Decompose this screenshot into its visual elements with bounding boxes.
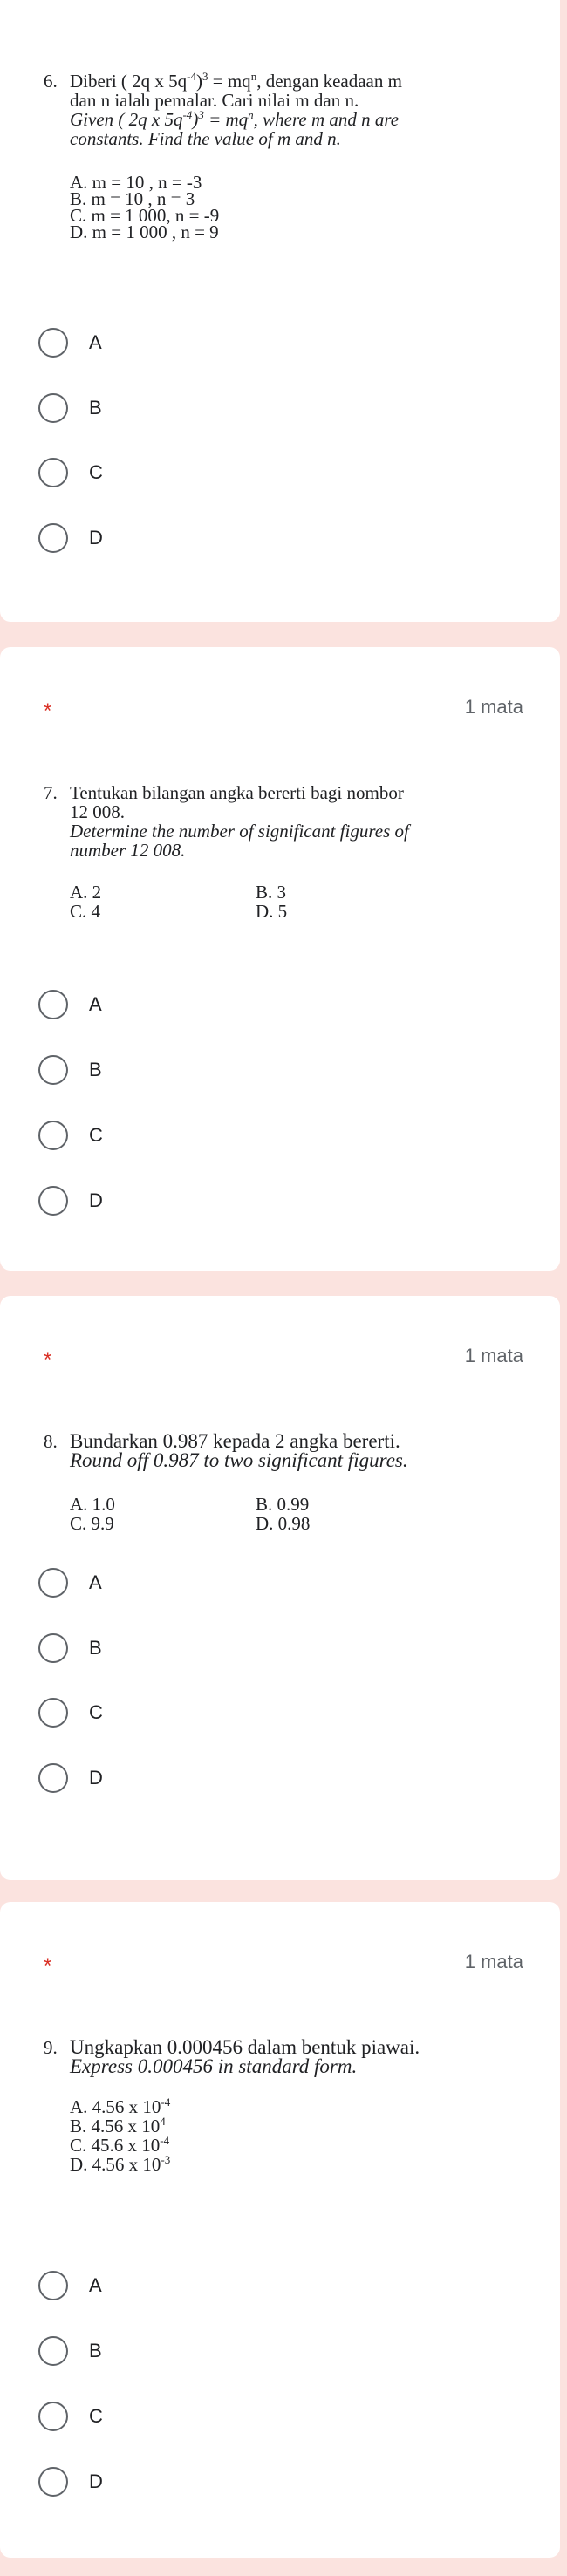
option-text: B. 3 — [256, 882, 287, 903]
question-number: 7. — [44, 782, 58, 803]
choice-label: A — [89, 993, 102, 1015]
radio-button[interactable] — [38, 1121, 68, 1150]
choice-label: A — [89, 1571, 102, 1593]
question-options — [70, 172, 525, 242]
points-label: 1 mata — [464, 1345, 523, 1366]
required-asterisk: * — [44, 699, 52, 723]
radio-button[interactable] — [38, 1568, 68, 1598]
choice-label: C — [89, 1124, 103, 1146]
question-text-malay: Bundarkan 0.987 kepada 2 angka bererti. — [70, 1430, 400, 1452]
radio-button[interactable] — [38, 523, 68, 553]
choice-a[interactable] — [38, 325, 102, 360]
option-text: A. 1.0 — [70, 1494, 115, 1515]
choice-label: B — [89, 1637, 102, 1659]
choice-label: B — [89, 397, 102, 419]
option-text: C. 9.9 — [70, 1513, 114, 1534]
choice-label: C — [89, 1701, 103, 1723]
radio-button[interactable] — [38, 458, 68, 487]
choice-d[interactable] — [38, 1183, 103, 1218]
question-card-9 — [0, 1902, 560, 2558]
choice-label: B — [89, 1059, 102, 1080]
radio-button[interactable] — [38, 328, 68, 358]
choice-c[interactable] — [38, 1118, 103, 1153]
question-card-7 — [0, 647, 560, 1271]
choice-label: C — [89, 2405, 103, 2427]
radio-button[interactable] — [38, 1186, 68, 1216]
choice-a[interactable] — [38, 2268, 102, 2303]
question-text-english: Determine the number of significant figures of — [70, 821, 409, 842]
radio-button[interactable] — [38, 990, 68, 1019]
question-number: 6. — [44, 71, 58, 92]
radio-button[interactable] — [38, 1698, 68, 1728]
question-card-6 — [0, 0, 560, 622]
question-options — [70, 2097, 525, 2174]
question-text-english-2: constants. Find the value of m and n. — [70, 128, 341, 149]
option-text: B. 0.99 — [256, 1494, 310, 1515]
points-label — [465, 0, 523, 2]
option-text: D. 5 — [256, 901, 288, 922]
question-number: 9. — [44, 2037, 58, 2058]
radio-button[interactable] — [38, 2467, 68, 2497]
required-asterisk: * — [44, 1348, 52, 1372]
choice-label: A — [89, 331, 102, 353]
question-text-malay-2: 12 008. — [70, 801, 125, 822]
option-text: A. m = 10 , n = -3 — [70, 172, 202, 193]
choice-c[interactable] — [38, 1695, 103, 1730]
choice-b[interactable] — [38, 1631, 102, 1666]
option-text: D. m = 1 000 , n = 9 — [70, 221, 219, 242]
radio-button[interactable] — [38, 393, 68, 423]
required-asterisk: * — [44, 1954, 52, 1978]
choice-a[interactable] — [38, 987, 102, 1022]
question-text-malay: Diberi ( 2q x $5q^{-4})^3 = mq^n$, dengan keadaan m — [70, 70, 402, 92]
question-text-english: Round off 0.987 to two significant figures. — [70, 1449, 408, 1471]
choice-label: D — [89, 1189, 103, 1211]
question-options — [70, 1495, 525, 1533]
question-text-english: Given ( 2q x $5q^{-4})^3 = mq^n$, where m and n are — [70, 108, 400, 130]
question-image — [44, 70, 525, 242]
choice-d[interactable] — [38, 2464, 103, 2499]
choice-label: D — [89, 1767, 103, 1789]
choice-c[interactable] — [38, 455, 103, 490]
question-image — [44, 783, 525, 921]
radio-button[interactable] — [38, 1055, 68, 1085]
question-image — [44, 1432, 525, 1533]
choice-label: B — [89, 2340, 102, 2361]
choice-label: C — [89, 461, 103, 483]
question-text-malay-2: dan n ialah pemalar. Cari nilai m dan n. — [70, 90, 359, 111]
radio-button[interactable] — [38, 2402, 68, 2431]
radio-button[interactable] — [38, 2271, 68, 2300]
question-text-malay: Tentukan bilangan angka bererti bagi nombor — [70, 782, 404, 803]
choice-b[interactable] — [38, 391, 102, 426]
question-options — [70, 883, 525, 921]
points-label: 1 mata — [464, 1951, 523, 1973]
choice-b[interactable] — [38, 1053, 102, 1087]
choice-d[interactable] — [38, 521, 103, 555]
option-text: B. 4.56 x $10^4$ — [70, 2115, 166, 2136]
question-text-english: Express 0.000456 in standard form. — [70, 2055, 358, 2077]
question-image — [44, 2038, 525, 2174]
question-card-8 — [0, 1296, 560, 1880]
choice-b[interactable] — [38, 2334, 102, 2368]
points-label: 1 mata — [464, 696, 523, 718]
option-text: C. 4 — [70, 901, 101, 922]
option-text: A. 2 — [70, 882, 102, 903]
option-text: D. 0.98 — [256, 1513, 311, 1534]
option-text: C. 45.6 x $10^{-4}$ — [70, 2134, 170, 2156]
question-number: 8. — [44, 1431, 58, 1452]
radio-button[interactable] — [38, 1633, 68, 1663]
choice-a[interactable] — [38, 1565, 102, 1600]
question-text-english-2: number 12 008. — [70, 840, 186, 861]
radio-button[interactable] — [38, 1763, 68, 1793]
choice-label: A — [89, 2274, 102, 2296]
question-text-malay: Ungkapkan 0.000456 dalam bentuk piawai. — [70, 2036, 420, 2058]
option-text: B. m = 10 , n = 3 — [70, 188, 195, 209]
choice-label: D — [89, 527, 103, 549]
option-text: A. 4.56 x $10^{-4}$ — [70, 2096, 171, 2117]
option-text: C. m = 1 000, n = -9 — [70, 205, 220, 226]
choice-label: D — [89, 2470, 103, 2492]
option-text: D. 4.56 x $10^{-3}$ — [70, 2153, 171, 2175]
choice-c[interactable] — [38, 2399, 103, 2434]
choice-d[interactable] — [38, 1761, 103, 1796]
radio-button[interactable] — [38, 2336, 68, 2366]
